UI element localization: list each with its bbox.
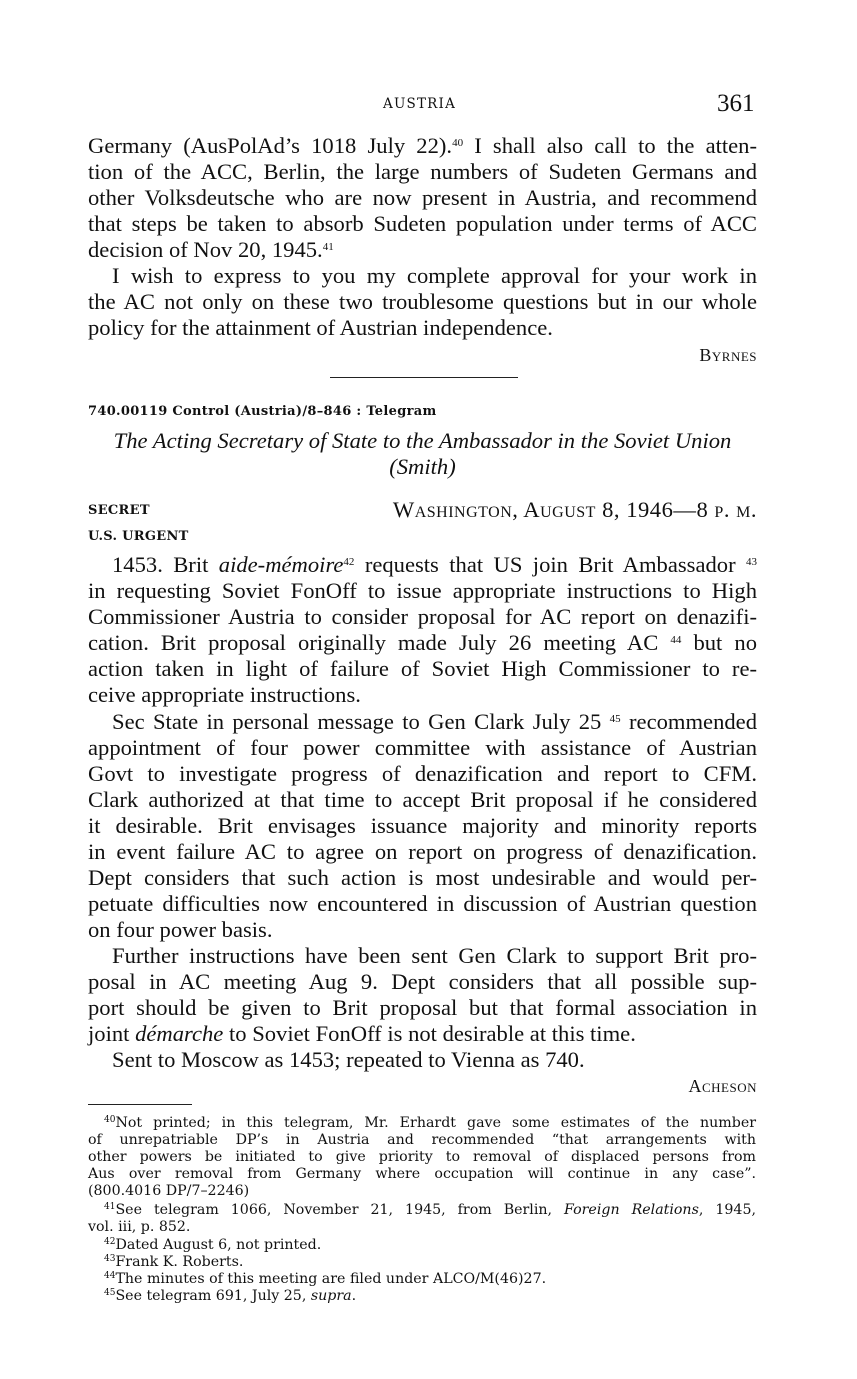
footnote-43: $^{43}$Frank K. Roberts. <box>104 1254 244 1270</box>
body-p3-line-2: posal in AC meeting Aug 9. Dept considers that all possible sup- <box>88 969 757 994</box>
body-p2-line-3: Govt to investigate progress of denazification and report to CFM. <box>88 761 757 786</box>
body-p2-line-6: in event failure AC to agree on report on progress of denazification. <box>88 839 757 864</box>
footnote-42: $^{42}$Dated August 6, not printed. <box>104 1237 322 1253</box>
document-title-line-2: (Smith) <box>389 454 456 479</box>
body-p1-line-4: cation. Brit proposal originally made July 26 meeting AC $^{44}$ but no <box>88 630 757 655</box>
classification-urgent: U.S. URGENT <box>88 529 189 544</box>
body-p3-line-4: joint démarche to Soviet FonOff is not desirable at this time. <box>88 1021 636 1046</box>
body-p2-line-9: on four power basis. <box>88 917 273 942</box>
classification-secret: SECRET <box>88 503 150 518</box>
body-p1-line-2: in requesting Soviet FonOff to issue appropriate instructions to High <box>88 578 757 603</box>
footnote-45: $^{45}$See telegram 691, July 25, supra. <box>104 1288 357 1304</box>
footnote-40-line-4: Aus over removal from Germany where occupation will continue in any case”. <box>88 1166 756 1182</box>
continuation-line-5: decision of Nov 20, 1945.41 <box>88 237 334 262</box>
continuation-line-3: other Volksdeutsche who are now present in Austria, and recommend <box>88 185 757 210</box>
body-p1-line-6: ceive appropriate instructions. <box>88 682 361 707</box>
body-p2-line-7: Dept considers that such action is most undesirable and would per- <box>88 865 757 890</box>
signature-acheson: Acheson <box>688 1076 757 1096</box>
footnote-40-line-1: $^{40}$Not printed; in this telegram, Mr. Erhardt gave some estimates of the number <box>104 1115 756 1131</box>
page-number: 361 <box>717 90 755 117</box>
continuation-para2-line-3: policy for the attainment of Austrian independence. <box>88 315 553 340</box>
body-p2-line-4: Clark authorized at that time to accept Brit proposal if he considered <box>88 787 757 812</box>
footnote-ref-43: 43 <box>746 556 757 568</box>
footnote-41-line-2: vol. iii, p. 852. <box>88 1219 191 1235</box>
body-p2-line-2: appointment of four power committee with assistance of Austrian <box>88 735 757 760</box>
signature-byrnes: Byrnes <box>699 345 757 365</box>
continuation-line-4: that steps be taken to absorb Sudeten population under terms of ACC <box>88 211 757 236</box>
footnote-divider <box>88 1104 192 1105</box>
body-p1-line-5: action taken in light of failure of Soviet High Commissioner to re- <box>88 656 757 681</box>
footnote-ref-42: 42 <box>343 556 355 568</box>
footnote-ref-44: 44 <box>670 634 682 646</box>
footnote-ref-40: 40 <box>452 137 464 149</box>
body-p3-line-3: port should be given to Brit proposal but that formal association in <box>88 995 757 1020</box>
footnote-40-line-3: other powers be initiated to give priority to removal of displaced persons from <box>88 1149 756 1165</box>
body-p1-line-1: 1453. Brit aide-mémoire$^{42}$ requests that US join Brit Ambassador $^{43}$ <box>112 552 757 577</box>
continuation-line-1: Germany (AusPolAd’s 1018 July 22).$^{40}$ I shall also call to the atten- <box>88 133 757 158</box>
footnote-ref-45: 45 <box>609 713 621 725</box>
footnote-44: $^{44}$The minutes of this meeting are filed under ALCO/M(46)27. <box>104 1271 547 1287</box>
footnote-40-line-2: of unrepatriable DP’s in Austria and recommended “that arrangements with <box>88 1132 756 1148</box>
footnote-40-line-5: (800.4016 DP/7–2246) <box>88 1183 250 1199</box>
body-p3-line-1: Further instructions have been sent Gen Clark to support Brit pro- <box>112 943 757 968</box>
document-title-line-1: The Acting Secretary of State to the Ambassador in the Soviet Union <box>113 428 732 453</box>
body-p2-line-5: it desirable. Brit envisages issuance majority and minority reports <box>88 813 757 838</box>
continuation-para2-line-2: the AC not only on these two troublesome questions but in our whole <box>88 289 757 314</box>
place-date: Washington, August 8, 1946—8 p. m. <box>392 497 757 522</box>
section-divider <box>330 377 518 378</box>
file-number: 740.00119 Control (Austria)/8–846 : Telegram <box>88 404 437 419</box>
continuation-line-2: tion of the ACC, Berlin, the large numbers of Sudeten Germans and <box>88 159 757 184</box>
continuation-para2-line-1: I wish to express to you my complete approval for your work in <box>112 263 757 288</box>
body-p1-line-3: Commissioner Austria to consider proposal for AC report on denazifi- <box>88 604 757 629</box>
body-p2-line-8: petuate difficulties now encountered in discussion of Austrian question <box>88 891 757 916</box>
body-p4: Sent to Moscow as 1453; repeated to Vienna as 740. <box>112 1047 585 1072</box>
footnote-ref-41: 41 <box>322 241 334 253</box>
footnote-41-line-1: $^{41}$See telegram 1066, November 21, 1945, from Berlin, Foreign Relations, 1945, <box>104 1202 756 1218</box>
running-title: AUSTRIA <box>383 96 457 112</box>
body-p2-line-1: Sec State in personal message to Gen Clark July 25 $^{45}$ recommended <box>112 709 757 734</box>
